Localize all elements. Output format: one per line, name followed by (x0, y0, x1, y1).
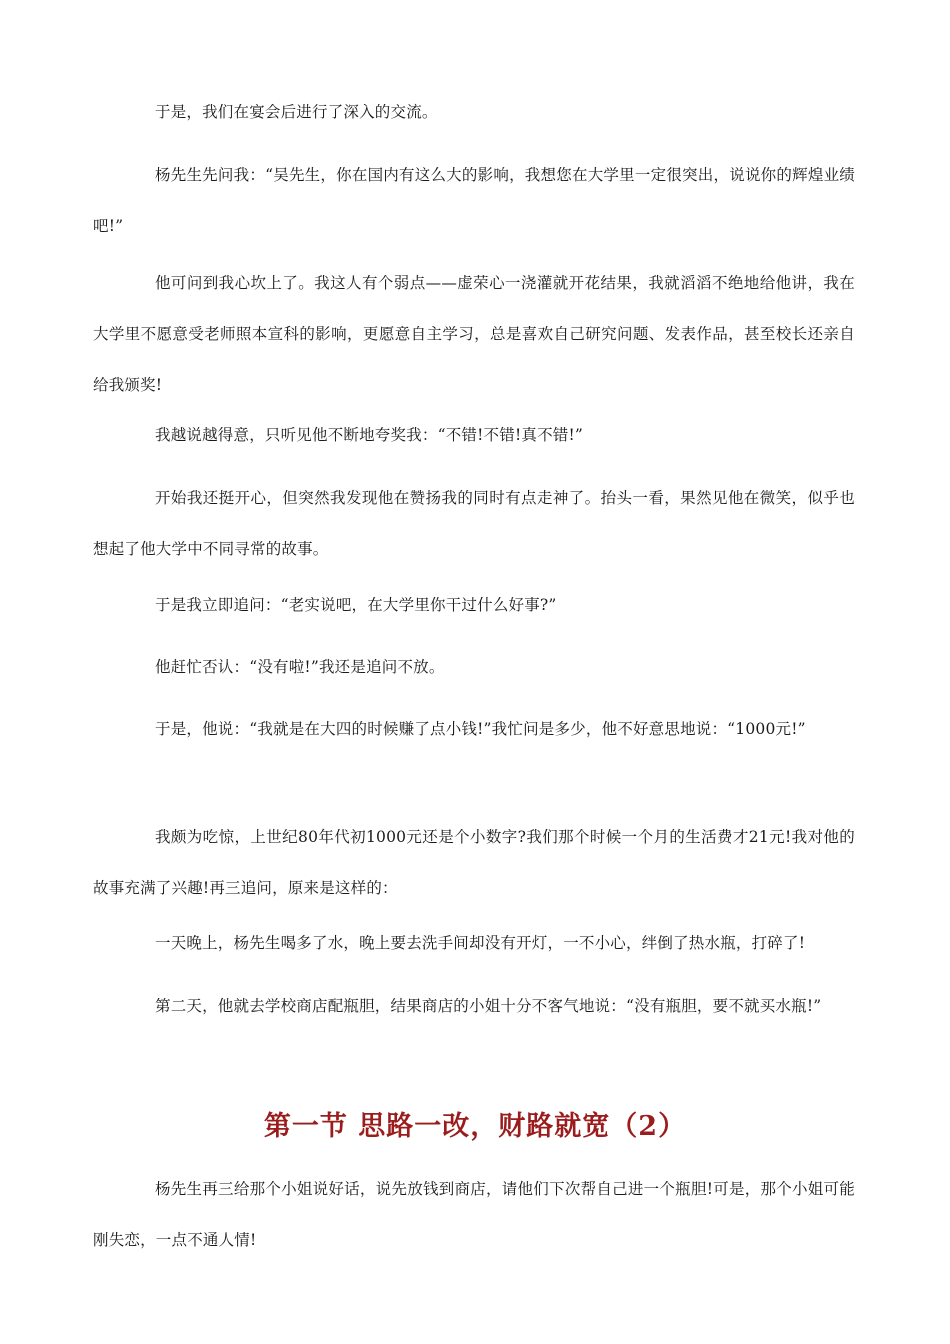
paragraph-11: 第二天，他就去学校商店配瓶胆，结果商店的小姐十分不客气地说：“没有瓶胆，要不就买水瓶!” (155, 997, 822, 1015)
paragraph-2: 杨先生先问我：“吴先生，你在国内有这么大的影响，我想您在大学里一定很突出，说说你的辉煌业绩吧!” (93, 166, 855, 235)
paragraph-3: 他可问到我心坎上了。我这人有个弱点——虚荣心一浇灌就开花结果，我就滔滔不绝地给他讲，我在大学里不愿意受老师照本宣科的影响，更愿意自主学习，总是喜欢自己研究问题、发表作品，甚至校长还亲自给我颁奖! (93, 274, 855, 394)
paragraph-7: 他赶忙否认：“没有啦!”我还是追问不放。 (155, 658, 445, 676)
paragraph-9: 我颇为吃惊，上世纪80年代初1000元还是个小数字?我们那个时候一个月的生活费才21元!我对他的故事充满了兴趣!再三追问，原来是这样的： (93, 828, 855, 897)
paragraph-5: 开始我还挺开心，但突然我发现他在赞扬我的同时有点走神了。抬头一看，果然见他在微笑，似乎也想起了他大学中不同寻常的故事。 (93, 489, 855, 558)
paragraph-6: 于是我立即追问：“老实说吧，在大学里你干过什么好事?” (155, 596, 557, 614)
section-heading: 第一节 思路一改，财路就宽（2） (263, 1111, 687, 1142)
paragraph-1: 于是，我们在宴会后进行了深入的交流。 (155, 103, 438, 121)
paragraph-12: 杨先生再三给那个小姐说好话，说先放钱到商店，请他们下次帮自己进一个瓶胆!可是，那个小姐可能刚失恋，一点不通人情! (93, 1180, 855, 1249)
paragraph-4: 我越说越得意，只听见他不断地夸奖我：“不错!不错!真不错!” (155, 426, 584, 444)
paragraph-10: 一天晚上，杨先生喝多了水，晚上要去洗手间却没有开灯，一不小心，绊倒了热水瓶，打碎了! (155, 934, 806, 952)
paragraph-8: 于是，他说：“我就是在大四的时候赚了点小钱!”我忙问是多少，他不好意思地说：“1000元!” (155, 720, 806, 738)
